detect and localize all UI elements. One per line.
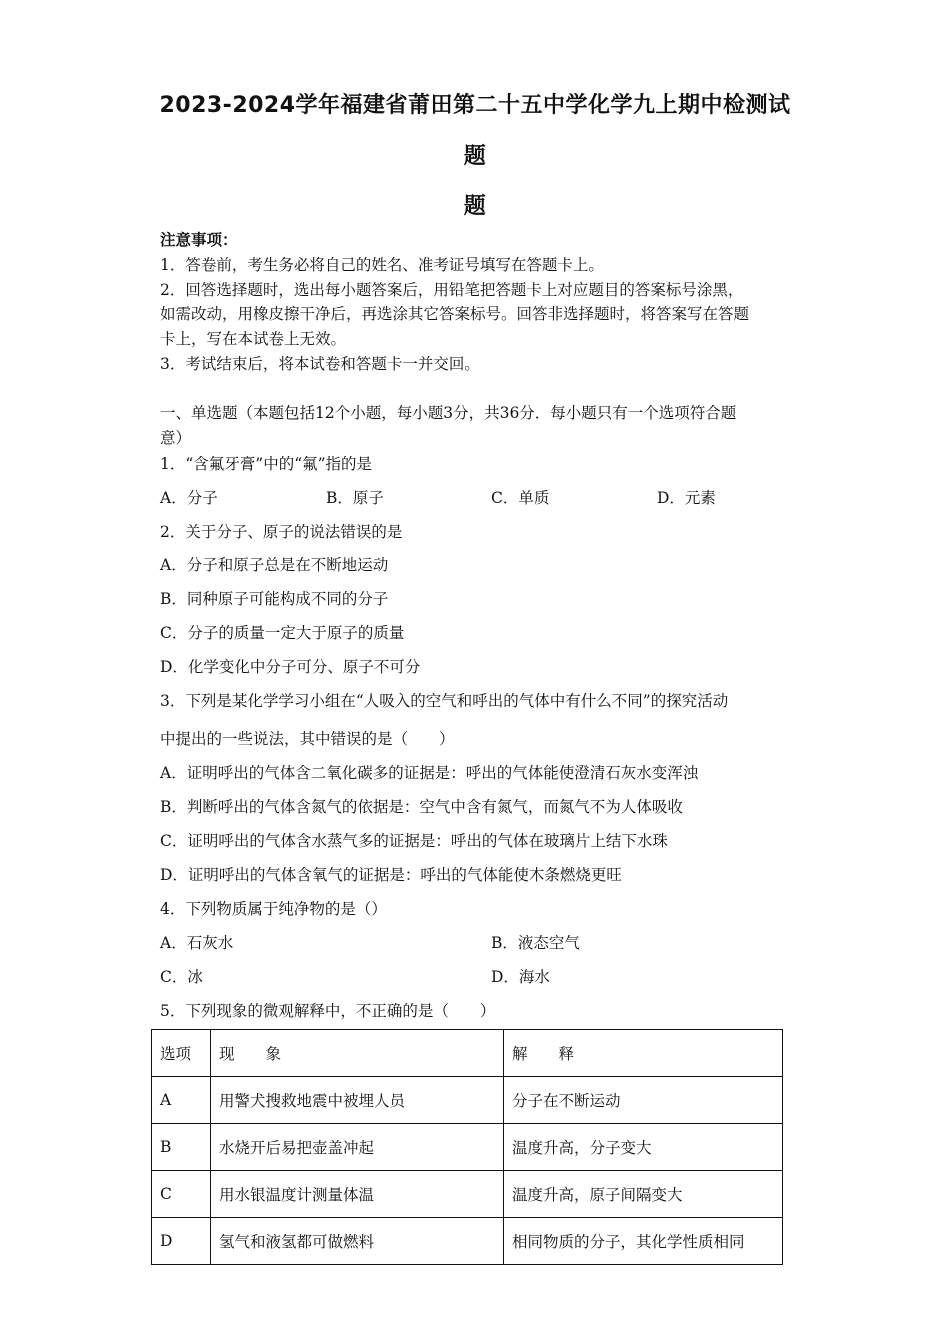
page-title-line-1: 2023-2024学年福建省莆田第二十五中学化学九上期中检测试 [159, 93, 791, 118]
q3-option-c: C．证明呼出的气体含水蒸气多的证据是：呼出的气体在玻璃片上结下水珠 [160, 832, 668, 850]
row-phenomenon: 水烧开后易把壶盖冲起 [211, 1124, 504, 1171]
row-option: B [152, 1124, 211, 1171]
q3-option-d: D．证明呼出的气体含氧气的证据是：呼出的气体能使木条燃烧更旺 [160, 866, 622, 884]
q3-option-a: A．证明呼出的气体含二氧化碳多的证据是：呼出的气体能使澄清石灰水变浑浊 [160, 764, 699, 782]
row-explanation: 温度升高，原子间隔变大 [504, 1171, 783, 1218]
row-explanation: 温度升高，分子变大 [504, 1124, 783, 1171]
section-heading: 一、单选题（本题包括12个小题，每小题3分，共36分．每小题只有一个选项符合题 [160, 404, 737, 422]
row-option: D [152, 1218, 211, 1265]
q3-stem: 3．下列是某化学学习小组在“人吸入的空气和呼出的气体中有什么不同”的探究活动 [160, 692, 729, 710]
q4-stem: 4．下列物质属于纯净物的是（） [160, 900, 387, 918]
q2-option-a: A．分子和原子总是在不断地运动 [160, 556, 389, 574]
notice-item-2-end: 卡上，写在本试卷上无效。 [160, 330, 347, 348]
header-option: 选项 [152, 1030, 211, 1077]
page-title-line-2: 题 [463, 144, 487, 169]
row-option: A [152, 1077, 211, 1124]
q4-option-a: A．石灰水 [160, 934, 234, 952]
row-phenomenon: 用水银温度计测量体温 [211, 1171, 504, 1218]
notice-item-2-cont: 如需改动，用橡皮擦干净后，再选涂其它答案标号。回答非选择题时，将答案写在答题 [160, 305, 750, 323]
header-phenomenon: 现 象 [211, 1030, 504, 1077]
q1-option-a: A．分子 [160, 489, 218, 507]
q3-option-b: B．判断呼出的气体含氮气的依据是：空气中含有氮气，而氮气不为人体吸收 [160, 798, 683, 816]
q4-option-b: B．液态空气 [491, 934, 580, 952]
notice-item-2: 2．回答选择题时，选出每小题答案后，用铅笔把答题卡上对应题目的答案标号涂黑， [160, 281, 744, 299]
q4-option-d: D．海水 [491, 968, 550, 986]
section-heading-cont: 意） [160, 429, 192, 447]
table-row [152, 1124, 783, 1171]
q1-option-b: B．原子 [326, 489, 384, 507]
notice-item-3: 3．考试结束后，将本试卷和答题卡一并交回。 [160, 355, 480, 373]
q2-option-c: C．分子的质量一定大于原子的质量 [160, 624, 405, 642]
table-row [152, 1171, 783, 1218]
row-explanation: 分子在不断运动 [504, 1077, 783, 1124]
q2-stem: 2．关于分子、原子的说法错误的是 [160, 523, 403, 541]
table-row [152, 1218, 783, 1265]
row-phenomenon: 用警犬搜救地震中被埋人员 [211, 1077, 504, 1124]
notice-item-1: 1．答卷前，考生务必将自己的姓名、准考证号填写在答题卡上。 [160, 256, 604, 274]
q3-stem-cont: 中提出的一些说法，其中错误的是（ ） [160, 730, 455, 748]
q1-option-d: D．元素 [657, 489, 716, 507]
q5-table [151, 1029, 783, 1265]
q1-option-c: C．单质 [491, 489, 550, 507]
row-option: C [152, 1171, 211, 1218]
row-explanation: 相同物质的分子，其化学性质相同 [504, 1218, 783, 1265]
header-explanation: 解 释 [504, 1030, 783, 1077]
page-title-line-3: 题 [463, 194, 487, 219]
q1-stem: 1．“含氟牙膏”中的“氟”指的是 [160, 455, 373, 473]
q4-option-c: C．冰 [160, 968, 203, 986]
q2-option-b: B．同种原子可能构成不同的分子 [160, 590, 389, 608]
table-row [152, 1077, 783, 1124]
table-header-row [152, 1030, 783, 1077]
q2-option-d: D．化学变化中分子可分、原子不可分 [160, 658, 421, 676]
notice-heading: 注意事项： [160, 230, 238, 249]
row-phenomenon: 氢气和液氢都可做燃料 [211, 1218, 504, 1265]
q5-stem: 5．下列现象的微观解释中，不正确的是（ ） [160, 1002, 496, 1020]
